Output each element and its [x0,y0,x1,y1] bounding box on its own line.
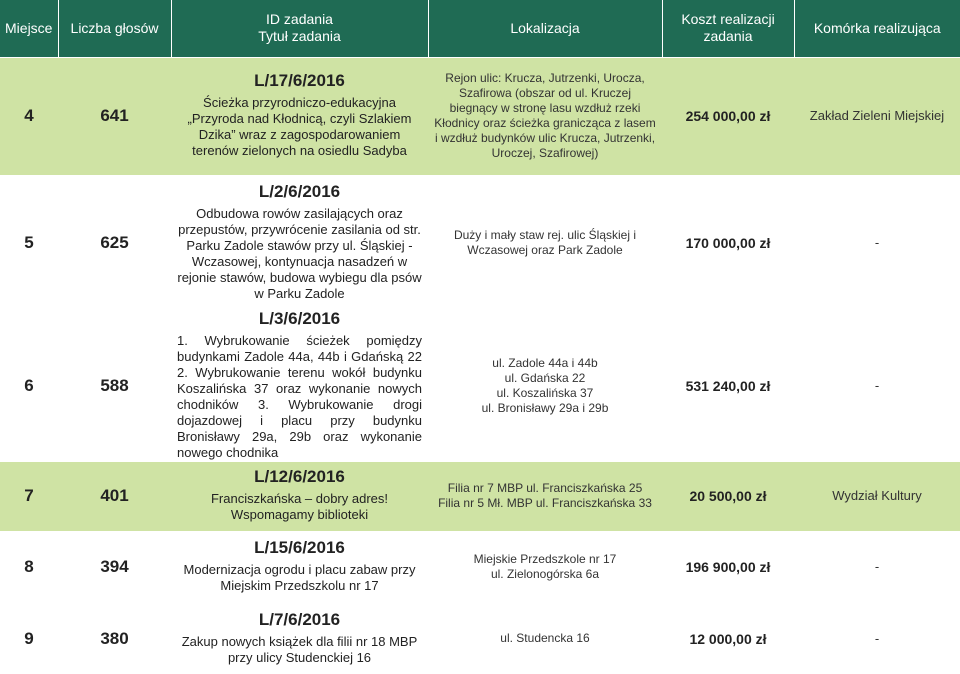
location-cell [428,531,662,603]
task-cell [171,310,428,461]
location-cell [428,461,662,531]
location-line: ul. Bronisławy 29a i 29b [481,400,609,415]
task-title: Zakup nowych książek dla filii nr 18 MBP przy ulicy Studenckiej 16 [181,633,418,665]
unit-cell: - [794,175,960,310]
votes-cell: 588 [58,310,171,461]
location-line: ul. Koszalińska 37 [496,385,594,400]
votes-cell: 625 [58,175,171,310]
table-row [0,603,960,674]
location-cell: Rejon ulic: Krucza, Jutrzenki, Urocza, Szafirowa (obszar od ul. Kruczej biegnący w stronę lasu wzdłuż rzeki Kłodnicy oraz ścieżka granicząca z lasem i wzdłuż budynków ulic Krucza, Jutrzenki, Uroczej, Szafirowej) [428,57,662,175]
header-cost-line2: zadania [703,28,753,45]
place-cell: 6 [0,310,58,461]
location-line: Miejskie Przedszkole nr 17 [473,552,617,566]
location-line: Filia nr 5 Mł. MBP ul. Franciszkańska 33 [438,496,652,510]
unit-cell: - [794,310,960,461]
header-location: Lokalizacja [428,0,662,57]
task-id: L/7/6/2016 [258,609,341,629]
place-cell: 8 [0,531,58,603]
task-id: L/12/6/2016 [254,467,345,486]
task-id: L/17/6/2016 [254,71,345,90]
header-title: Tytuł zadania [258,28,341,45]
cost-cell: 20 500,00 zł [662,461,794,531]
votes-cell: 401 [58,461,171,531]
task-title: Odbudowa rowów zasilających oraz przepustów, przywrócenie zasilania od str. Parku Zadole stawów przy ul. Śląskiej - Wczasowej, kontynuacja nasadzeń w rejonie stawów, budowa wybiegu dla psów w Parku Zadole [177,205,422,301]
votes-cell: 641 [58,57,171,175]
table-row [0,531,960,603]
unit-cell: - [794,603,960,674]
task-cell [171,603,428,674]
location-line: ul. Gdańska 22 [504,370,586,385]
cost-cell: 254 000,00 zł [662,57,794,175]
task-cell [171,57,428,175]
cost-cell: 531 240,00 zł [662,310,794,461]
header-id: ID zadania [266,11,333,28]
task-cell [171,531,428,603]
unit-cell: Wydział Kultury [794,461,960,531]
task-title: 1. Wybrukowanie ścieżek pomiędzy budynkami Zadole 44a, 44b i Gdańską 22 2. Wybrukowanie terenu wokół budynku Koszalińska 37 oraz wykonanie nowych chodników 3. Wybrukowanie drogi dojazdowej i placu przy budynku Bronisławy 29a, 29b oraz wykonanie nowego chodnika [177,332,422,460]
header-place: Miejsce [0,0,58,57]
task-title: Modernizacja ogrodu i placu zabaw przy Miejskim Przedszkolu nr 17 [183,562,416,593]
unit-cell: Zakład Zieleni Miejskiej [794,57,960,175]
location-cell [428,310,662,461]
cost-cell: 170 000,00 zł [662,175,794,310]
location-cell: Duży i mały staw rej. ulic Śląskiej i Wczasowej oraz Park Zadole [428,175,662,310]
unit-cell: - [794,531,960,603]
table-row [0,175,960,310]
table-row [0,461,960,531]
task-cell [171,175,428,310]
votes-cell: 394 [58,531,171,603]
header-votes: Liczba głosów [58,0,171,57]
location-line: Filia nr 7 MBP ul. Franciszkańska 25 [447,481,643,495]
cost-cell: 12 000,00 zł [662,603,794,674]
task-id: L/3/6/2016 [258,308,341,328]
place-cell: 9 [0,603,58,674]
table-header [0,0,960,57]
task-title: Franciszkańska – dobry adres! Wspomagamy biblioteki [210,491,389,522]
place-cell: 4 [0,57,58,175]
place-cell: 7 [0,461,58,531]
table-row [0,57,960,175]
place-cell: 5 [0,175,58,310]
task-cell [171,461,428,531]
task-title: Ścieżka przyrodniczo-edukacyjna „Przyroda nad Kłodnicą, czyli Szlakiem Dzika” wraz z zagospodarowaniem terenów zielonych na osiedlu Sadyba [187,95,412,158]
location-line: ul. Zielonogórska 6a [490,567,600,581]
votes-cell: 380 [58,603,171,674]
location-line: ul. Zadole 44a i 44b [492,355,598,370]
header-cost-line1: Koszt realizacji [681,11,775,28]
header-unit: Komórka realizująca [794,0,960,57]
location-cell: ul. Studencka 16 [428,603,662,674]
table-row [0,310,960,461]
cost-cell: 196 900,00 zł [662,531,794,603]
header-cost [662,0,794,57]
task-id: L/2/6/2016 [258,181,341,201]
task-id: L/15/6/2016 [254,538,345,557]
header-id-title [171,0,428,57]
